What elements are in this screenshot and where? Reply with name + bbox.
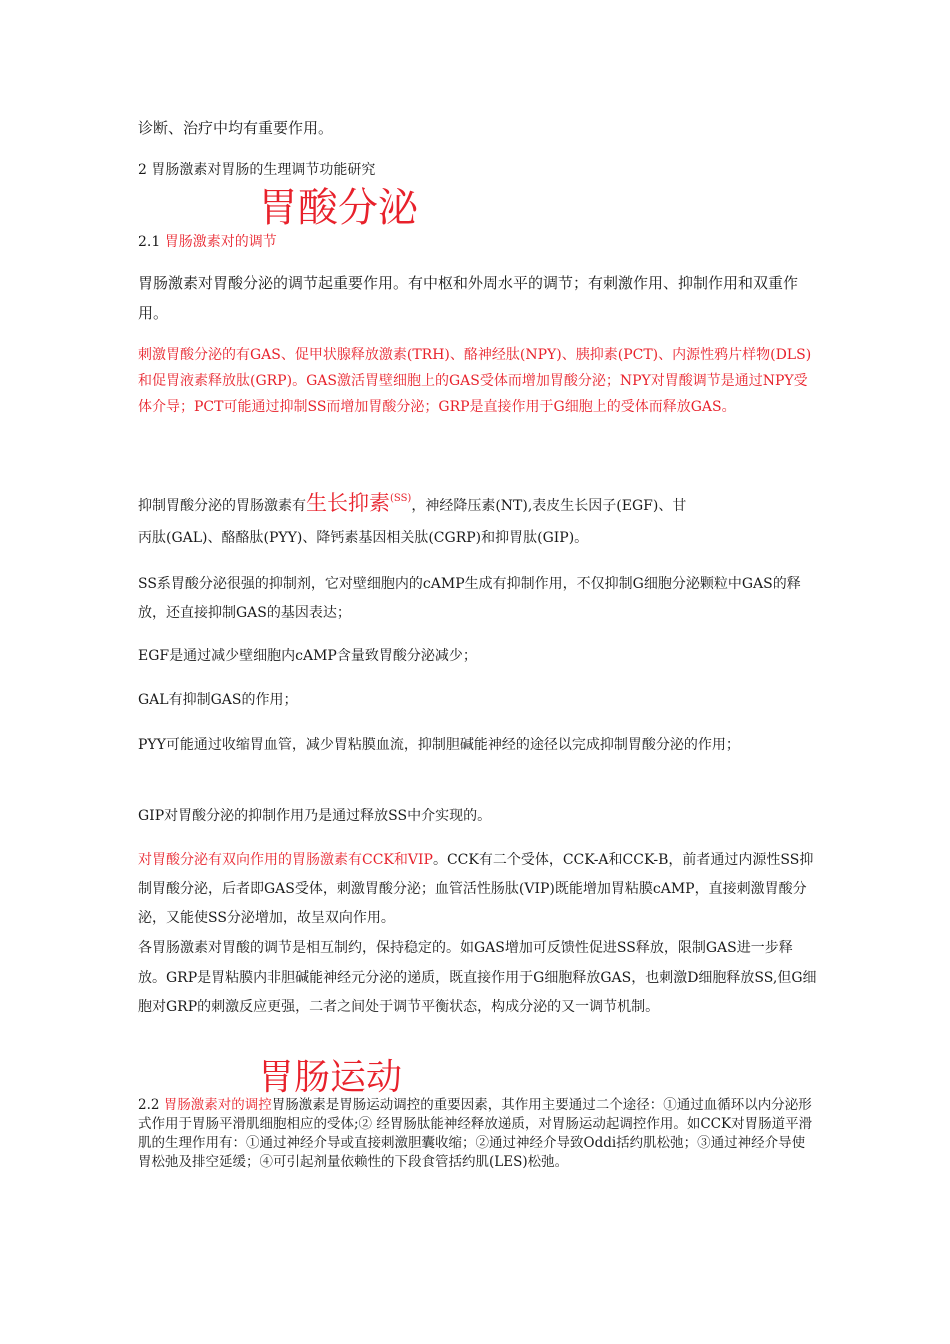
annotation-gi-motility: 胃肠运动 (258, 1057, 403, 1098)
bidirectional-body: 。CCK有二个受体，CCK-A和CCK-B，前者通过内源性SS抑制胃酸分泌，后者即GAS受体，刺激胃酸分泌；血管活性肠肽(VIP)既能增加胃粘膜cAMP，直接刺激胃酸分泌，又能使SS分泌增加，故呈双向作用。 (138, 852, 814, 926)
paragraph-egf: EGF是通过减少壁细胞内cAMP含量致胃酸分泌减少； (138, 648, 477, 664)
section-2-title: 2 胃肠激素对胃肠的生理调节功能研究 (138, 162, 376, 178)
intro-tail-text: 诊断、治疗中均有重要作用。 (138, 119, 334, 137)
section-2-2-title: 胃肠激素对的调控 (163, 1097, 272, 1113)
section-2-2-text: 胃肠激素是胃肠运动调控的重要因素，其作用主要通过二个途径：①通过血循环以内分泌形式作用于胃肠平滑肌细胞相应的受体;② 经胃肠肽能神经释放递质，对胃肠运动起调控作用。如CCK对胃肠道平滑肌的生理作用有：①通过神经介导或直接刺激胆囊收缩；②通过神经介导致Oddi括约肌松弛；③通过神经介导使胃松弛及排空延缓；④可引起剂量依赖性的下段食管括约肌(LES)松弛。 (138, 1097, 813, 1170)
paragraph-inhibiting-hormones (138, 482, 818, 523)
section-2-1-number: 2.1 (138, 234, 165, 250)
section-2-2-body (138, 1096, 818, 1172)
paragraph-bidirectional (138, 846, 818, 933)
paragraph-gal: GAL有抑制GAS的作用； (138, 692, 298, 708)
section-2-1-heading (138, 229, 818, 255)
paragraph-pyy: PYY可能通过收缩胃血管，减少胃粘膜血流，抑制胆碱能神经的途径以完成抑制胃酸分泌的作用； (138, 737, 740, 753)
bidirectional-highlight: 对胃酸分泌有双向作用的胃肠激素有CCK和VIP (138, 852, 433, 868)
paragraph-mutual-regulation: 各胃肠激素对胃酸的调节是相互制约，保持稳定的。如GAS增加可反馈性促进SS释放，限制GAS进一步释放。GRP是胃粘膜内非胆碱能神经元分泌的递质，既直接作用于G细胞释放GAS，也刺激D细胞释放SS,但G细胞对GRP的刺激反应更强，二者之间处于调节平衡状态，构成分泌的又一调节机制。 (138, 940, 817, 1015)
paragraph-stimulating-hormones: 刺激胃酸分泌的有GAS、促甲状腺释放激素(TRH)、酪神经肽(NPY)、胰抑素(PCT)、内源性鸦片样物(DLS)和促胃液素释放肽(GRP)。GAS激活胃壁细胞上的GAS受体而增加胃酸分泌；NPY对胃酸调节是通过NPY受体介导；PCT可能通过抑制SS而增加胃酸分泌；GRP是直接作用于G细胞上的受体而释放GAS。 (138, 347, 812, 415)
paragraph-gip: GIP对胃酸分泌的抑制作用乃是通过释放SS中介实现的。 (138, 808, 492, 824)
inhibit-intro: 抑制胃酸分泌的胃肠激素有 (138, 498, 306, 514)
paragraph-inhibiting-hormones-cont: 丙肽(GAL)、酪酪肽(PYY)、降钙素基因相关肽(CGRP)和抑胃肽(GIP)。 (138, 530, 589, 546)
somatostatin-abbrev: (SS) (390, 493, 412, 504)
paragraph-ss: SS系胃酸分泌很强的抑制剂，它对壁细胞内的cAMP生成有抑制作用，不仅抑制G细胞分泌颗粒中GAS的释放，还直接抑制GAS的基因表达； (138, 576, 801, 621)
paragraph-regulation-overview: 胃肠激素对胃酸分泌的调节起重要作用。有中枢和外周水平的调节；有刺激作用、抑制作用和双重作用。 (138, 274, 799, 322)
inhibit-list-1: ，神经降压素(NT),表皮生长因子(EGF)、甘 (411, 498, 687, 514)
section-2-1-title: 胃肠激素对的调节 (164, 234, 277, 250)
somatostatin-highlight: 生长抑素 (306, 491, 390, 515)
section-2-2-number: 2.2 (138, 1097, 164, 1113)
annotation-gastric-acid: 胃酸分泌 (258, 185, 418, 231)
